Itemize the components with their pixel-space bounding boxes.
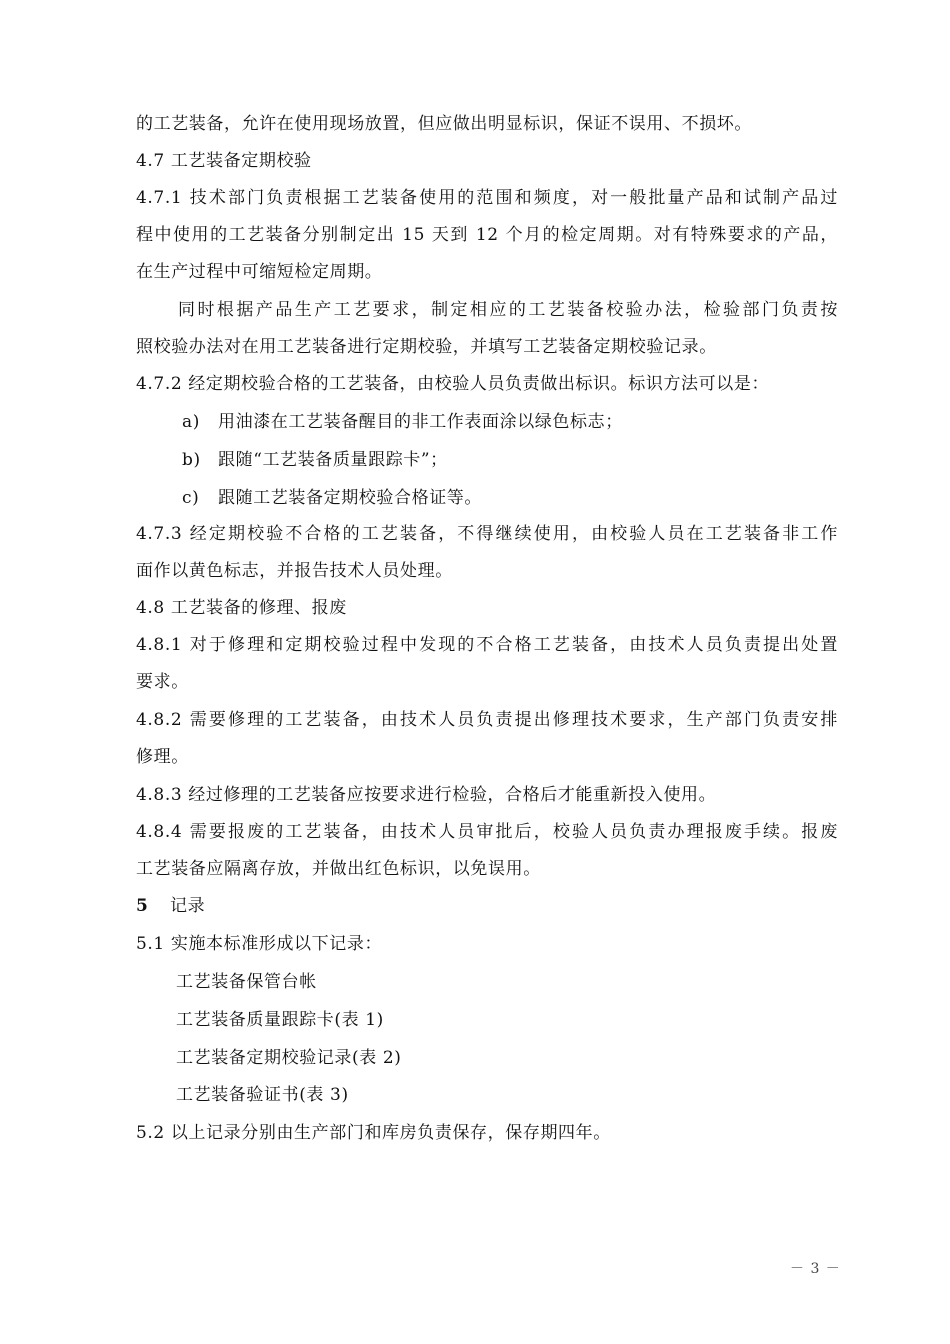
paragraph-line: 4.8.2 需要修理的工艺装备，由技术人员负责提出修理技术要求，生产部门负责安排 [136,710,838,730]
list-marker: b) [182,450,201,470]
paragraph-line: 程中使用的工艺装备分别制定出 15 天到 12 个月的检定周期。对有特殊要求的产品， [136,225,838,245]
record-item: 工艺装备定期校验记录(表 2) [176,1048,402,1068]
paragraph-line: 面作以黄色标志，并报告技术人员处理。 [136,561,453,581]
paragraph-line: 修理。 [136,747,189,767]
record-item: 工艺装备保管台帐 [176,972,317,992]
paragraph-line: 5.1 实施本标准形成以下记录： [136,934,383,954]
paragraph-line: 在生产过程中可缩短检定周期。 [136,262,383,282]
list-item [182,448,448,472]
list-marker: c) [182,488,200,508]
list-text: 跟随工艺装备定期校验合格证等。 [218,488,482,508]
paragraph-line: 4.8.4 需要报废的工艺装备，由技术人员审批后，校验人员负责办理报废手续。报废 [136,822,838,842]
list-text: 跟随“工艺装备质量跟踪卡”； [218,450,448,470]
section-heading-4-7: 4.7 工艺装备定期校验 [136,151,312,171]
paragraph-line: 4.7.2 经定期校验合格的工艺装备，由校验人员负责做出标识。标识方法可以是： [136,374,770,394]
paragraph-line: 4.8.1 对于修理和定期校验过程中发现的不合格工艺装备，由技术人员负责提出处置 [136,635,838,655]
list-item [182,410,623,434]
paragraph-line: 照校验办法对在用工艺装备进行定期校验，并填写工艺装备定期校验记录。 [136,337,717,357]
paragraph-line: 4.7.3 经定期校验不合格的工艺装备，不得继续使用，由校验人员在工艺装备非工作 [136,524,838,544]
paragraph-line: 5.2 以上记录分别由生产部门和库房负责保存，保存期四年。 [136,1123,611,1143]
paragraph-line: 要求。 [136,672,189,692]
record-item: 工艺装备验证书(表 3) [176,1085,349,1105]
paragraph-line: 同时根据产品生产工艺要求，制定相应的工艺装备校验办法，检验部门负责按 [178,300,838,320]
record-item: 工艺装备质量跟踪卡(表 1) [176,1010,384,1030]
list-item [182,486,482,510]
paragraph-line: 的工艺装备，允许在使用现场放置，但应做出明显标识，保证不误用、不损坏。 [136,114,752,134]
section-heading-5 [136,894,838,918]
section-heading-4-8: 4.8 工艺装备的修理、报废 [136,598,347,618]
list-text: 用油漆在工艺装备醒目的非工作表面涂以绿色标志； [218,412,623,432]
page-number: － 3 － [790,1261,841,1277]
list-marker: a) [182,412,200,432]
paragraph-line: 4.7.1 技术部门负责根据工艺装备使用的范围和频度，对一般批量产品和试制产品过 [136,188,838,208]
paragraph-line: 4.8.3 经过修理的工艺装备应按要求进行检验，合格后才能重新投入使用。 [136,785,717,805]
section-number: 5 [136,896,149,916]
paragraph-line: 工艺装备应隔离存放，并做出红色标识，以免误用。 [136,859,541,879]
section-title: 记录 [170,896,206,916]
